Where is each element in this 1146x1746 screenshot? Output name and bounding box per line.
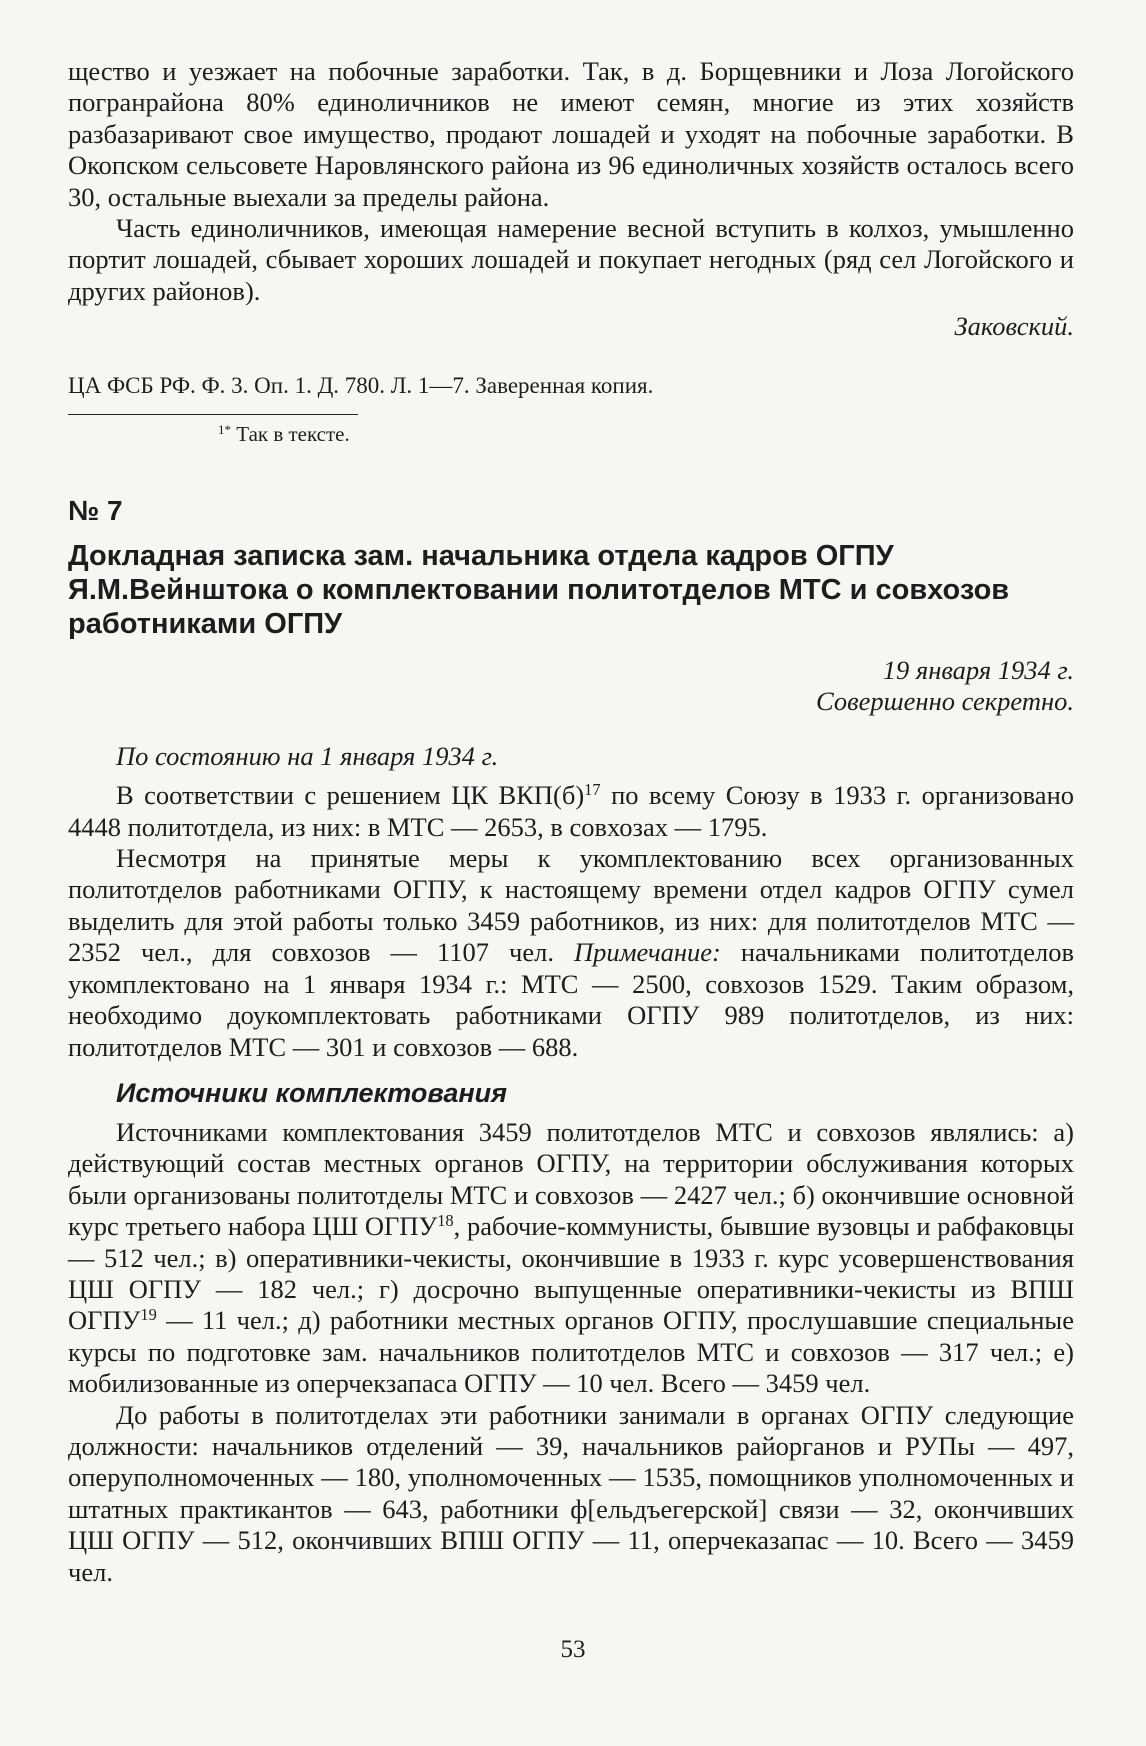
p2-text-b: начальниками политотделов укомплектовано на 1 января 1934 г.: МТС — 2500, совхозов 1529. Таким образом, необходимо доукомплектовать работниками ОГПУ 989 политотделов, из них: политотделов МТС — 301 и совхозов — 688.	[68, 937, 1074, 1062]
continuation-paragraph-1: щество и уезжает на побочные заработки. Так, в д. Борщевники и Лоза Логойского погранрайона 80% единоличников не имеют семян, многие из этих хозяйств разбазаривают свое имущество, продают лошадей и уходят на побочные заработки. В Окопском сельсовете Наровлянского района из 96 единоличных хозяйств осталось всего 30, остальные выехали за пределы района.	[68, 56, 1074, 212]
p1-text-a: В соответствии с решением ЦК ВКП(б)	[116, 780, 585, 811]
p1-text-b: по всему Союзу в 1933 г. организовано 4448 политотдела, из них: в МТС — 2653, в совхозах — 1795.	[68, 780, 1074, 842]
footnote-divider	[68, 414, 358, 415]
section-heading: Источники комплектования	[116, 1077, 508, 1108]
footnote-ref-18: 18	[437, 1211, 454, 1231]
page-number: 53	[560, 1636, 586, 1663]
document-paragraph-3	[68, 1117, 1074, 1400]
footnote-ref-17: 17	[584, 780, 601, 800]
document-paragraph-2	[68, 843, 1074, 1063]
p2-text-a: Несмотря на принятые меры к укомплектованию всех организованных политотделов работниками ОГПУ, к настоящему времени отдел кадров ОГПУ сумел выделить для этой работы только 3459 работников, из них: для политотделов МТС — 2352 чел., для совхозов — 1107 чел.	[68, 843, 1074, 968]
s1-text-a: Источниками комплектования 3459 политотделов МТС и совхозов являлись: а) действующий состав местных органов ОГПУ, на территории обслуживания которых были организованы политотделы МТС и совхозов — 2427 чел.; б) окончившие основной курс третьего набора ЦШ ОГПУ	[68, 1116, 1074, 1242]
s1-text-c: — 11 чел.; д) работники местных органов ОГПУ, прослушавшие специальные курсы по подготовке зам. начальников политотделов МТС и совхозов — 317 чел.; е) мобилизованные из оперчекзапаса ОГПУ — 10 чел. Всего — 3459 чел.	[68, 1305, 1074, 1399]
s1-text-b: , рабочие-коммунисты, бывшие вузовцы и рабфаковцы — 512 чел.; в) оперативники-чекисты, окончившие в 1933 г. курс усовершенствования ЦШ ОГПУ — 182 чел.; г) досрочно выпущенные оперативники-чекисты из ВПШ ОГПУ	[68, 1211, 1074, 1336]
archive-source-reference: ЦА ФСБ РФ. Ф. 3. Оп. 1. Д. 780. Л. 1—7. Заверенная копия.	[68, 373, 654, 399]
footnote-ref-19: 19	[140, 1305, 157, 1325]
footnote-mark: 1*	[218, 422, 232, 438]
page-content	[68, 56, 1074, 1588]
state-as-of: По состоянию на 1 января 1934 г.	[116, 741, 499, 772]
document-paragraph-1	[68, 780, 1074, 843]
document-number: № 7	[68, 495, 123, 527]
footnote-text: Так в тексте.	[231, 422, 350, 447]
note-label: Примечание:	[574, 937, 721, 968]
continuation-paragraph-2: Часть единоличников, имеющая намерение весной вступить в колхоз, умышленно портит лошадей, сбывает хороших лошадей и покупает негодных (ряд сел Логойского и других районов).	[68, 213, 1074, 306]
classification-label: Совершенно секретно.	[816, 686, 1074, 717]
document-paragraph-4: До работы в политотделах эти работники занимали в органах ОГПУ следующие должности: начальников отделений — 39, начальников райорганов и РУПы — 497, оперуполномоченных — 180, уполномоченных — 1535, помощников уполномоченных и штатных практикантов — 643, работники ф[ельдъегерской] связи — 32, окончивших ЦШ ОГПУ — 512, окончивших ВПШ ОГПУ — 11, оперчеказапас — 10. Всего — 3459 чел.	[68, 1399, 1074, 1587]
document-date: 19 января 1934 г.	[882, 655, 1074, 686]
document-title: Докладная записка зам. начальника отдела кадров ОГПУ Я.М.Вейнштока о комплектовании политотделов МТС и совхозов работниками ОГПУ	[68, 540, 1010, 641]
signature: Заковский.	[954, 311, 1074, 342]
footnote	[68, 421, 1074, 447]
